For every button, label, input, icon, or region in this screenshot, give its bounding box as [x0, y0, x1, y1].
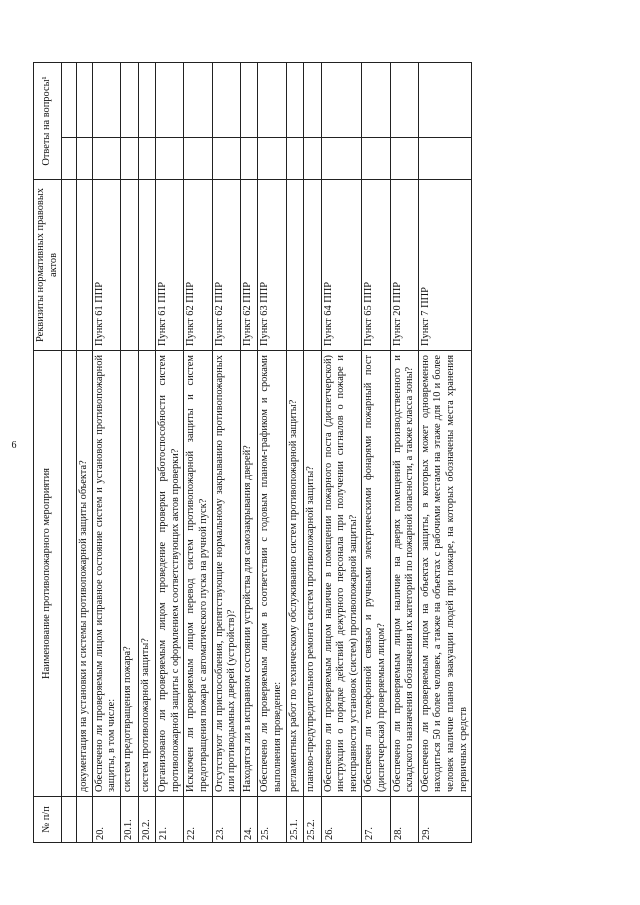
row-requisite: Пункт 64 ППР [321, 180, 362, 351]
row-question: Обеспечен ли телефонной связью и ручными электрическими фонарями пожарный пост (диспетчерская) проверяемым лицом? [362, 351, 390, 797]
row-requisite: Пункт 63 ППР [258, 180, 286, 351]
table-row [362, 63, 390, 843]
table-row [286, 63, 304, 843]
answer-cell[interactable] [321, 63, 362, 138]
answer-cell[interactable] [212, 63, 240, 138]
table-row [184, 63, 212, 843]
checklist-table [33, 62, 472, 843]
table-row [138, 63, 156, 843]
header-answers: Ответы на вопросы¹ [34, 63, 62, 180]
table-row [240, 63, 258, 843]
answer-cell[interactable] [184, 138, 212, 180]
table-row [212, 63, 240, 843]
answer-cell[interactable] [418, 63, 471, 138]
row-question: систем предотвращения пожара? [120, 351, 138, 797]
table-row [120, 63, 138, 843]
rotated-page [33, 3, 633, 843]
row-requisite: Пункт 20 ППР [390, 180, 418, 351]
header-requisites: Реквизиты нормативных правовых актов [34, 180, 62, 351]
table-row [304, 63, 322, 843]
row-question: Организовано ли проверяемым лицом проведение проверки работоспособности систем противопожарной защиты с оформлением соответствующих актов проверки? [156, 351, 184, 797]
answer-cell[interactable] [304, 63, 322, 138]
answer-cell[interactable] [304, 138, 322, 180]
row-number: 25.1. [286, 797, 304, 843]
row-requisite: Пункт 61 ППР [156, 180, 184, 351]
answer-cell[interactable] [156, 138, 184, 180]
table-row [321, 63, 362, 843]
row-number: 27. [362, 797, 390, 843]
answer-cell[interactable] [240, 138, 258, 180]
answer-cell[interactable] [240, 63, 258, 138]
answer-cell[interactable] [77, 63, 93, 138]
table-row [62, 63, 77, 843]
answer-cell[interactable] [286, 63, 304, 138]
answer-cell[interactable] [120, 63, 138, 138]
header-num: № п/п [34, 797, 62, 843]
row-requisite: Пункт 62 ППР [212, 180, 240, 351]
answer-cell[interactable] [362, 138, 390, 180]
answer-cell[interactable] [390, 138, 418, 180]
page-number: 6 [11, 440, 17, 451]
row-number: 20.1. [120, 797, 138, 843]
row-number: 29. [418, 797, 471, 843]
row-question: Исключен ли проверяемым лицом перевод систем противопожарной защиты и систем предотвращения пожара с автоматического пуска на ручной пуск? [184, 351, 212, 797]
table-row [390, 63, 418, 843]
answer-cell[interactable] [92, 138, 120, 180]
answer-cell[interactable] [92, 63, 120, 138]
row-requisite: Пункт 7 ППР [418, 180, 471, 351]
row-requisite [77, 180, 93, 351]
table-row [92, 63, 120, 843]
table-row [258, 63, 286, 843]
answer-cell[interactable] [258, 138, 286, 180]
row-requisite [138, 180, 156, 351]
row-requisite [120, 180, 138, 351]
row-question: Находятся ли в исправном состоянии устройства для самозакрывания дверей? [240, 351, 258, 797]
table-row [77, 63, 93, 843]
row-question: Обеспечено ли проверяемым лицом наличие в помещении пожарного поста (диспетчерской) инструкции о порядке действий дежурного персонала при получении сигналов о пожаре и неисправности установок (систем) противопожарной защиты? [321, 351, 362, 797]
row-number: 23. [212, 797, 240, 843]
answer-cell[interactable] [184, 63, 212, 138]
row-number: 28. [390, 797, 418, 843]
answer-cell[interactable] [362, 63, 390, 138]
row-requisite: Пункт 62 ППР [184, 180, 212, 351]
row-question: Обеспечено ли проверяемым лицом в соответствии с годовым планом-графиком и сроками выполнения проведение: [258, 351, 286, 797]
header-name: Наименование противопожарного мероприятия [34, 351, 62, 797]
answer-cell[interactable] [138, 138, 156, 180]
table-header-row [34, 63, 62, 843]
row-question: регламентных работ по техническому обслуживанию систем противопожарной защиты? [286, 351, 304, 797]
row-number: 26. [321, 797, 362, 843]
row-number: 25. [258, 797, 286, 843]
row-number: 25.2. [304, 797, 322, 843]
answer-cell[interactable] [156, 63, 184, 138]
answer-cell[interactable] [120, 138, 138, 180]
row-requisite [286, 180, 304, 351]
row-number [77, 797, 93, 843]
row-question: документация на установки и системы противопожарной защиты объекта? [77, 351, 93, 797]
row-question: Обеспечено ли проверяемым лицом наличие на дверях помещений производственного и складского назначения обозначения их категорий по пожарной опасности, а также класса зоны? [390, 351, 418, 797]
answer-cell[interactable] [258, 63, 286, 138]
row-question: систем противопожарной защиты? [138, 351, 156, 797]
answer-cell[interactable] [286, 138, 304, 180]
answer-cell[interactable] [212, 138, 240, 180]
row-number: 24. [240, 797, 258, 843]
row-number: 22. [184, 797, 212, 843]
row-question: Обеспечено ли проверяемым лицом на объектах защиты, в которых может одновременно находиться 50 и более человек, а также на объектах с рабочими местами на этаже для 10 и более человек наличие планов эвакуации людей при пожаре, на которых обозначены места хранения первичных средств [418, 351, 471, 797]
row-question: планово-предупредительного ремонта систем противопожарной защиты? [304, 351, 322, 797]
table-row [418, 63, 471, 843]
row-requisite: Пункт 65 ППР [362, 180, 390, 351]
row-requisite: Пункт 62 ППР [240, 180, 258, 351]
row-number: 20.2. [138, 797, 156, 843]
answer-cell[interactable] [138, 63, 156, 138]
row-requisite: Пункт 61 ППР [92, 180, 120, 351]
answer-cell[interactable] [418, 138, 471, 180]
answer-cell[interactable] [390, 63, 418, 138]
row-requisite [304, 180, 322, 351]
answer-cell[interactable] [321, 138, 362, 180]
row-number: 21. [156, 797, 184, 843]
row-question: Обеспечено ли проверяемым лицом исправное состояние систем и установок противопожарной защиты, в том числе: [92, 351, 120, 797]
table-row [156, 63, 184, 843]
row-number: 20. [92, 797, 120, 843]
answer-cell[interactable] [77, 138, 93, 180]
row-question: Отсутствуют ли приспособления, препятствующие нормальному закрыванию противопожарных или противодымных дверей (устройств)? [212, 351, 240, 797]
